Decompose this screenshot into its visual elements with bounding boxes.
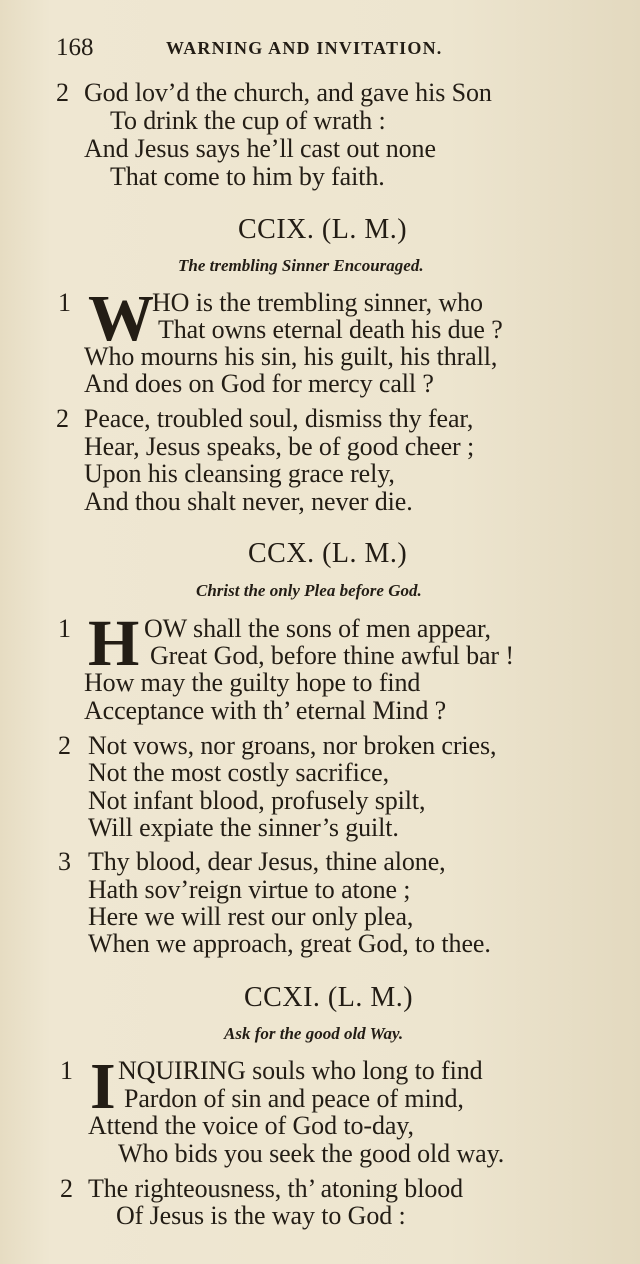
hymn-heading: CCX. (L. M.)	[248, 538, 408, 569]
verse-number: 2	[56, 404, 69, 433]
drop-cap: H	[88, 607, 140, 680]
verse-number: 2	[58, 731, 71, 760]
verse-line: The righteousness, th’ atoning blood	[88, 1174, 464, 1203]
verse-line: And does on God for mercy call ?	[84, 369, 434, 398]
verse-number: 2	[56, 78, 69, 107]
verse-line: Thy blood, dear Jesus, thine alone,	[88, 847, 446, 876]
verse-line: Great God, before thine awful bar !	[150, 641, 514, 670]
drop-cap: I	[90, 1050, 116, 1123]
verse-line: Who bids you seek the good old way.	[118, 1139, 505, 1168]
verse-line: Attend the voice of God to-day,	[88, 1111, 414, 1140]
running-title: WARNING AND INVITATION.	[166, 38, 443, 58]
hymn-heading: CCIX. (L. M.)	[238, 214, 408, 245]
verse-line: Pardon of sin and peace of mind,	[124, 1084, 464, 1113]
verse-line: HO is the trembling sinner, who	[152, 288, 483, 317]
verse-line: Not vows, nor groans, nor broken cries,	[88, 731, 497, 760]
hymn-heading: CCXI. (L. M.)	[244, 982, 414, 1013]
hymn-subtitle: Ask for the good old Way.	[224, 1024, 404, 1043]
verse-line: Not infant blood, profusely spilt,	[88, 786, 426, 815]
verse-line: Who mourns his sin, his guilt, his thrall,	[84, 342, 498, 371]
hymn-subtitle: The trembling Sinner Encouraged.	[178, 256, 424, 275]
verse-line: And Jesus says he’ll cast out none	[84, 134, 436, 163]
verse-line: NQUIRING souls who long to find	[118, 1056, 483, 1085]
page-number: 168	[56, 34, 94, 61]
verse-number: 1	[58, 288, 71, 317]
verse-line: Will expiate the sinner’s guilt.	[88, 813, 399, 842]
verse-line: And thou shalt never, never die.	[84, 487, 413, 516]
verse-line: God lov’d the church, and gave his Son	[84, 78, 492, 107]
hymn-subtitle: Christ the only Plea before God.	[196, 581, 422, 600]
verse-line: Peace, troubled soul, dismiss thy fear,	[84, 404, 474, 433]
verse-line: OW shall the sons of men appear,	[144, 614, 491, 643]
verse-line: That owns eternal death his due ?	[158, 315, 503, 344]
drop-cap: W	[88, 282, 154, 355]
verse-number: 2	[60, 1174, 73, 1203]
verse-line: Here we will rest our only plea,	[88, 902, 414, 931]
verse-line: Acceptance with th’ eternal Mind ?	[84, 696, 447, 725]
verse-number: 1	[60, 1056, 73, 1085]
verse-line: Hear, Jesus speaks, be of good cheer ;	[84, 432, 475, 461]
verse-number: 3	[58, 847, 71, 876]
verse-number: 1	[58, 614, 71, 643]
verse-line: Hath sov’reign virtue to atone ;	[88, 875, 411, 904]
verse-line: Of Jesus is the way to God :	[116, 1201, 406, 1230]
verse-line: Not the most costly sacrifice,	[88, 758, 389, 787]
verse-line: That come to him by faith.	[110, 162, 385, 191]
verse-line: How may the guilty hope to find	[84, 668, 421, 697]
verse-line: To drink the cup of wrath :	[110, 106, 386, 135]
verse-line: Upon his cleansing grace rely,	[84, 459, 395, 488]
verse-line: When we approach, great God, to thee.	[88, 929, 491, 958]
